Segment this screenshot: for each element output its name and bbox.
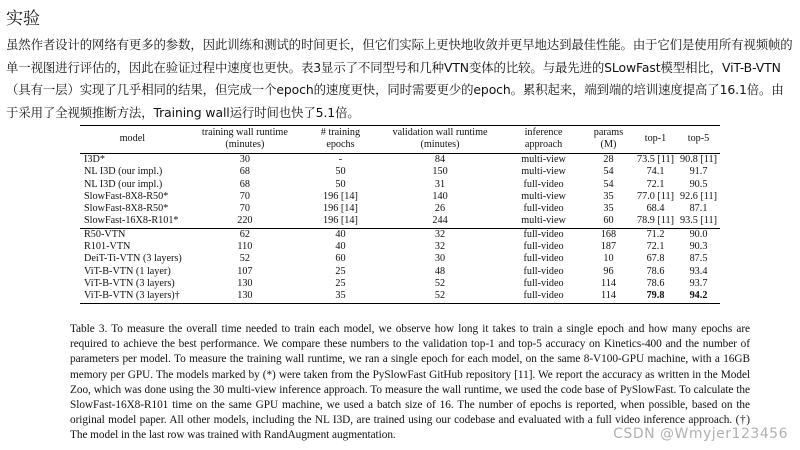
cell-training-runtime: 70 [239, 203, 250, 215]
cell-training-epochs: 196 [14] [323, 190, 358, 202]
cell-inference: multi-view [521, 154, 566, 165]
cell-training-epochs: 196 [14] [323, 215, 358, 227]
cell-top1: 74.1 [646, 166, 665, 178]
cell-top5: 90.0 [689, 228, 708, 240]
cell-validation-runtime: 48 [434, 265, 446, 277]
cell-params: 114 [601, 277, 616, 289]
cell-top5: 92.6 [11] [680, 190, 717, 202]
cell-params: 28 [603, 154, 614, 165]
table-row [80, 215, 720, 228]
cell-model: DeiT-Ti-VTN (3 layers) [84, 253, 182, 265]
cell-inference: multi-view [521, 190, 566, 202]
cell-top1: 78.6 [646, 277, 665, 289]
cell-training-epochs: 25 [335, 277, 346, 289]
table-row [80, 241, 720, 253]
cell-params: 114 [601, 290, 616, 302]
cell-inference: multi-view [521, 166, 566, 178]
watermark: CSDN @Wmyjer123456 [613, 426, 788, 442]
table-group-baselines [80, 154, 720, 229]
table-row [80, 154, 720, 167]
cell-top1: 72.1 [646, 241, 665, 253]
cell-training-runtime: 220 [237, 215, 253, 227]
cell-validation-runtime: 150 [432, 166, 448, 178]
header-validation-runtime: validation wall runtime (minutes) [392, 127, 488, 150]
cell-params: 35 [603, 203, 614, 215]
cell-inference: full-video [523, 241, 564, 253]
cell-top5: 94.2 [689, 290, 708, 302]
cell-model: ViT-B-VTN (3 layers)† [84, 290, 180, 302]
table-row [80, 179, 720, 191]
cell-model: R101-VTN [84, 241, 131, 253]
cell-training-epochs: - [338, 154, 343, 165]
cell-training-epochs: 25 [335, 265, 346, 277]
cell-inference: full-video [523, 277, 564, 289]
cell-top1: 68.4 [646, 203, 665, 215]
cell-training-runtime: 68 [239, 178, 250, 190]
cell-training-runtime: 62 [239, 228, 250, 240]
cell-inference: full-video [523, 290, 564, 302]
cell-top5: 90.3 [689, 241, 708, 253]
table-row [80, 290, 720, 303]
cell-training-epochs: 60 [335, 253, 346, 265]
cell-top1: 78.9 [11] [637, 215, 674, 227]
table-caption: Table 3. To measure the overall time needed to train each model, we observe how long it takes to train a single epoch and how many epochs are required to achieve the best performance. We compare these numbers to the validation top-1 and top-5 accuracy on Kinetics-400 and the number of parameters per model. To measure the training wall runtime, we ran a single epoch for each model, on the same 8-V100-GPU machine, with a 16GB memory per GPU. The models marked by (*) were taken from the PySlowFast GitHub repository [11]. We report the accuracy as written in the Model Zoo, which was done using the 30 multi-view inference approach. To measure the wall runtime, we used the code base of PySlowFast. To calculate the SlowFast-16X8-R101 time on the same GPU machine, we used a batch size of 16. The number of epochs is reported, when possible, based on the original model paper. All other models, including the NL I3D, are trained using our codebase and evaluated with a full video inference approach. (†) The model in the last row was trained with RandAugment augmentation. [70, 323, 750, 442]
cell-params: 10 [603, 253, 614, 265]
cell-top1: 77.0 [11] [637, 190, 674, 202]
cell-training-epochs: 35 [335, 290, 346, 302]
cell-model: NL I3D (our impl.) [84, 178, 163, 190]
cell-validation-runtime: 31 [434, 178, 446, 190]
cell-inference: multi-view [521, 215, 566, 227]
cell-top5: 87.1 [689, 203, 708, 215]
cell-training-runtime: 30 [239, 154, 250, 165]
header-model: model [119, 133, 146, 144]
table-group-vtn [80, 228, 720, 303]
cell-model: SlowFast-8X8-R50* [84, 190, 169, 202]
cell-inference: full-video [523, 228, 564, 240]
cell-training-runtime: 107 [237, 265, 253, 277]
cell-params: 54 [603, 178, 614, 190]
cell-training-runtime: 52 [239, 253, 250, 265]
table-row [80, 253, 720, 265]
cell-top5: 90.8 [11] [680, 154, 717, 165]
cell-training-runtime: 70 [239, 190, 250, 202]
header-inference: inference approach [524, 127, 563, 150]
cell-training-runtime: 130 [237, 290, 253, 302]
cell-validation-runtime: 84 [434, 154, 446, 165]
cell-inference: full-video [523, 253, 564, 265]
cell-validation-runtime: 244 [432, 215, 448, 227]
table-row [80, 278, 720, 290]
cell-top1: 78.6 [646, 265, 665, 277]
section-paragraph: 虽然作者设计的网络有更多的参数，因此训练和测试的时间更长，但它们实际上更快地收敛并更早地达到最佳性能。由于它们是使用所有视频帧的单一视图进行评估的，因此在验证过程中速度也更快。表3显示了不同型号和几种VTN变体的比较。与最先进的SLowFast模型相比，ViT-B-VTN（具有一层）实现了几乎相同的结果，但完成一个epoch的速度更快，同时需要更少的epoch。累积起来，端到端的培训速度提高了16.1倍。由于采用了全视频推断方法，Training wall运行时间也快了5.1倍。 [6, 37, 793, 120]
cell-top5: 90.5 [689, 178, 708, 190]
cell-validation-runtime: 52 [434, 277, 446, 289]
table-row [80, 166, 720, 178]
cell-validation-runtime: 32 [434, 241, 446, 253]
cell-top1: 73.5 [11] [637, 154, 674, 165]
table-row [80, 228, 720, 241]
cell-training-epochs: 196 [14] [323, 203, 358, 215]
cell-model: I3D* [84, 154, 105, 165]
cell-model: R50-VTN [84, 228, 126, 240]
cell-params: 60 [603, 215, 614, 227]
cell-top5: 91.7 [689, 166, 708, 178]
cell-model: ViT-B-VTN (1 layer) [84, 265, 171, 277]
cell-training-runtime: 68 [239, 166, 250, 178]
table-row [80, 266, 720, 278]
cell-inference: full-video [523, 265, 564, 277]
cell-training-epochs: 50 [335, 178, 346, 190]
cell-validation-runtime: 140 [432, 190, 448, 202]
header-training-epochs: # training epochs [320, 127, 361, 150]
section-heading: 实验 [6, 9, 40, 29]
cell-training-epochs: 40 [335, 241, 346, 253]
cell-params: 187 [600, 241, 617, 253]
header-top5: top-5 [687, 133, 710, 144]
table-header-row [80, 126, 720, 154]
cell-top5: 93.7 [689, 277, 708, 289]
cell-params: 35 [603, 190, 614, 202]
cell-top1: 67.8 [646, 253, 665, 265]
cell-top1: 79.8 [646, 290, 665, 302]
header-top1: top-1 [644, 133, 667, 144]
cell-validation-runtime: 26 [434, 203, 446, 215]
cell-params: 168 [600, 228, 617, 240]
cell-training-runtime: 130 [237, 277, 253, 289]
cell-validation-runtime: 52 [434, 290, 446, 302]
cell-validation-runtime: 30 [434, 253, 446, 265]
results-table [80, 125, 720, 304]
cell-params: 54 [603, 166, 614, 178]
cell-training-epochs: 50 [335, 166, 346, 178]
cell-top5: 93.4 [689, 265, 708, 277]
cell-validation-runtime: 32 [434, 228, 446, 240]
header-training-runtime: training wall runtime (minutes) [201, 127, 288, 150]
cell-top1: 71.2 [646, 228, 665, 240]
cell-model: NL I3D (our impl.) [84, 166, 163, 178]
cell-params: 96 [603, 265, 614, 277]
cell-inference: full-video [523, 203, 564, 215]
cell-inference: full-video [523, 178, 564, 190]
table-row [80, 191, 720, 203]
cell-model: SlowFast-16X8-R101* [84, 215, 179, 227]
table-row [80, 203, 720, 215]
cell-model: SlowFast-8X8-R50* [84, 203, 169, 215]
cell-training-runtime: 110 [237, 241, 253, 253]
cell-top1: 72.1 [646, 178, 665, 190]
cell-model: ViT-B-VTN (3 layers) [84, 277, 175, 289]
cell-top5: 87.5 [689, 253, 708, 265]
cell-top5: 93.5 [11] [680, 215, 717, 227]
header-params: params (M) [593, 127, 624, 150]
cell-training-epochs: 40 [335, 228, 346, 240]
